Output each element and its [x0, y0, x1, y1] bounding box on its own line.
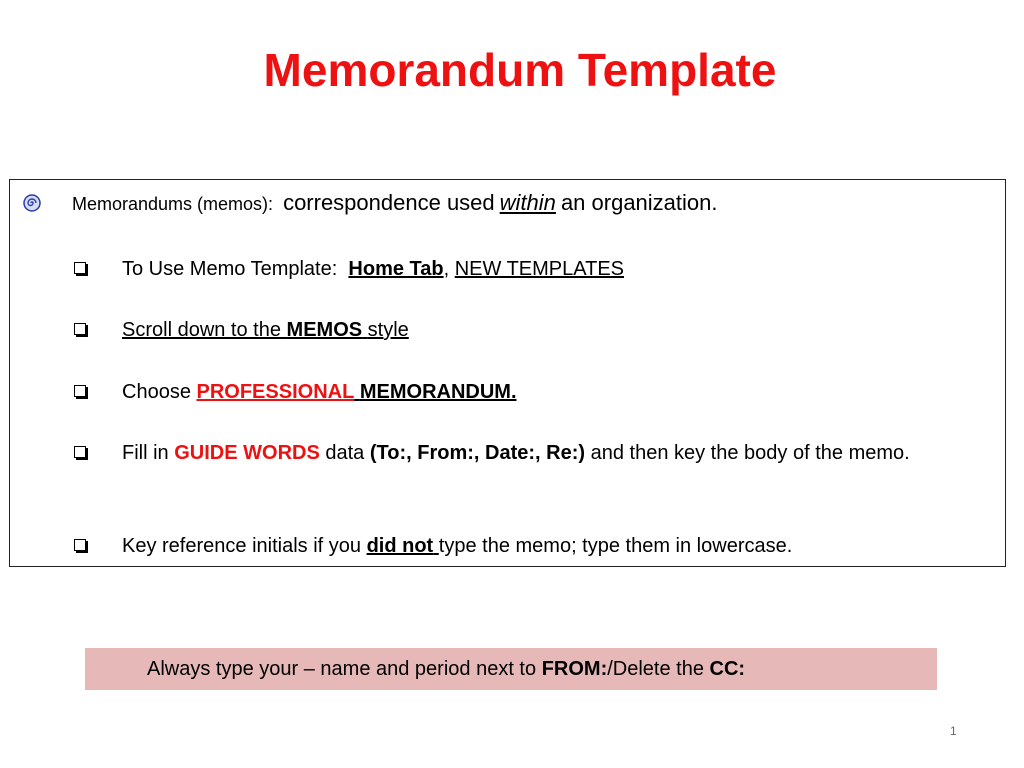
- note-middle: /Delete the: [607, 658, 704, 680]
- home-tab-text: Home Tab: [348, 258, 444, 280]
- checkbox-bullet-icon: [74, 446, 86, 458]
- item-prefix: Choose: [122, 381, 191, 403]
- guide-words-list: (To:, From:, Date:, Re:): [369, 442, 586, 464]
- item-prefix: To Use Memo Template:: [122, 258, 338, 280]
- lead-text-before: correspondence used: [283, 190, 495, 215]
- content-box: [9, 179, 1006, 567]
- checkbox-bullet-icon: [74, 385, 86, 397]
- note-bar: [85, 648, 937, 690]
- new-templates-text: NEW TEMPLATES: [454, 258, 625, 280]
- professional-text: PROFESSIONAL: [196, 381, 355, 403]
- lead-emphasis: within: [499, 190, 556, 215]
- lead-text-after: an organization.: [560, 190, 718, 215]
- list-item: [122, 437, 962, 469]
- item-separator: ,: [443, 258, 450, 280]
- page-number: 1: [950, 724, 957, 738]
- lead-label: Memorandums (memos):: [72, 194, 274, 214]
- note-from: FROM:: [541, 658, 608, 680]
- item-mid: data: [325, 442, 365, 464]
- guide-words-text: GUIDE WORDS: [174, 442, 320, 464]
- memorandum-text: MEMORANDUM.: [359, 381, 517, 403]
- note-text: [147, 657, 745, 681]
- item-prefix: Fill in: [122, 442, 169, 464]
- item-suffix: and then key the body of the memo.: [590, 442, 910, 464]
- lead-line: [72, 191, 718, 216]
- checkbox-bullet-icon: [74, 539, 86, 551]
- note-cc: CC:: [709, 658, 746, 680]
- spiral-bullet-icon: [23, 194, 41, 212]
- did-not-text: did not: [366, 535, 434, 557]
- memos-text: MEMOS: [286, 319, 363, 341]
- list-item: [122, 257, 624, 281]
- item-prefix: Key reference initials if you: [122, 535, 362, 557]
- item-suffix: type the memo; type them in lowercase.: [438, 535, 793, 557]
- item-text-before: Scroll down to the: [122, 319, 281, 341]
- slide-title: Memorandum Template: [263, 44, 777, 96]
- list-item: [122, 534, 792, 558]
- list-item: [122, 380, 517, 404]
- list-item: [122, 318, 409, 342]
- checkbox-bullet-icon: [74, 323, 86, 335]
- checkbox-bullet-icon: [74, 262, 86, 274]
- note-before: Always type your – name and period next to: [147, 658, 537, 680]
- item-text-after: style: [367, 319, 409, 341]
